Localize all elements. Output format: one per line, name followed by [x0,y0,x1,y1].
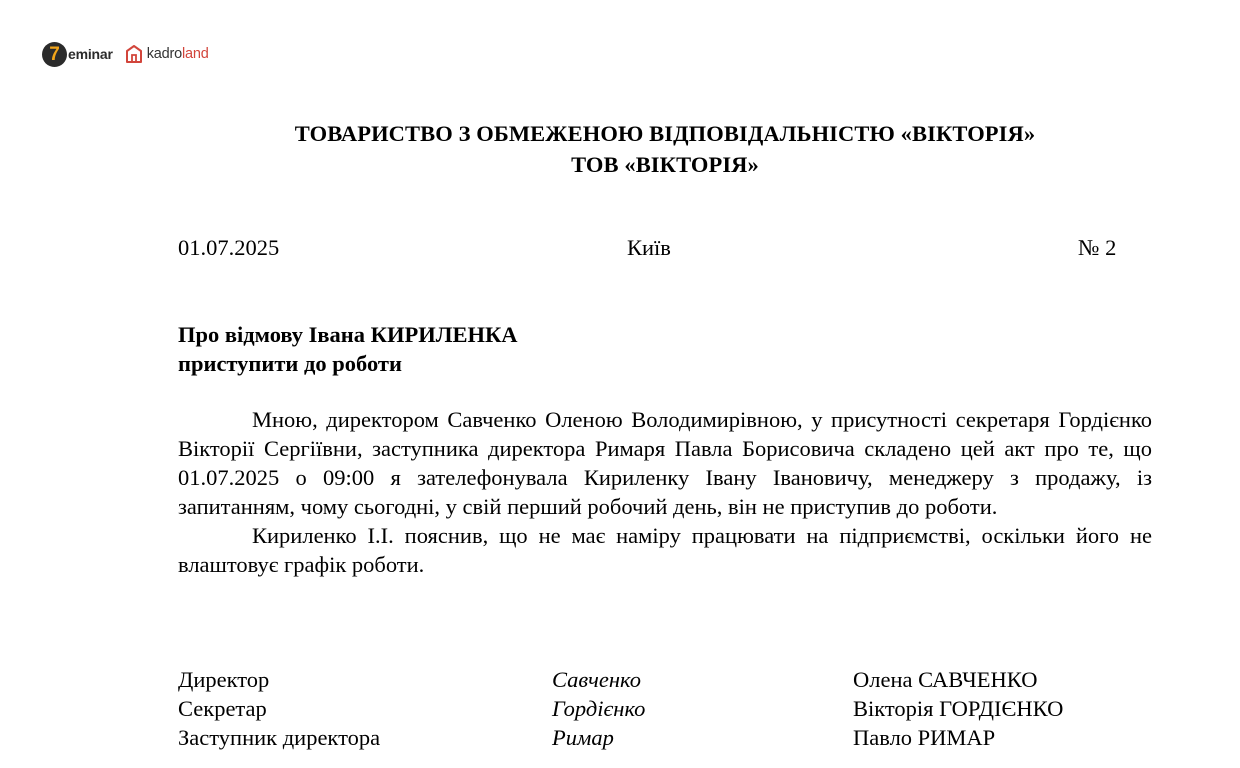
signer-name: Олена САВЧЕНКО [853,667,1038,692]
kadroland-logo-text-land: land [182,46,209,62]
kadroland-logo-text [147,46,209,62]
organization-short-name: ТОВ «ВІКТОРІЯ» [571,152,759,177]
subject-line-2: приступити до роботи [178,351,402,376]
signer-role: Секретар [178,696,267,721]
signer-role: Директор [178,667,270,692]
house-outline-icon [125,44,143,64]
signatures-block [178,665,1128,752]
signer-name: Павло РИМАР [853,725,996,750]
sevenminar-logo-mark [42,42,67,67]
signer-signature: Савченко [552,667,641,692]
signer-signature: Гордієнко [552,696,646,721]
kadroland-logo [125,44,209,64]
subject-line-1: Про відмову Івана КИРИЛЕНКА [178,322,518,347]
signer-name: Вікторія ГОРДІЄНКО [853,696,1064,721]
sevenminar-logo-text: eminar [68,46,113,62]
document-number: № 2 [1078,235,1117,260]
signature-row [178,694,1128,723]
organization-header [0,118,1240,180]
document-city: Київ [627,235,671,260]
document-subject [178,320,518,378]
body-paragraph: Кириленко І.І. пояснив, що не має наміру працювати на підприємстві, оскільки його не влаштовує графік роботи. [178,523,1152,577]
signature-row [178,665,1128,694]
sevenminar-logo-glyph: 7 [49,44,60,65]
organization-full-name: ТОВАРИСТВО З ОБМЕЖЕНОЮ ВІДПОВІДАЛЬНІСТЮ «ВІКТОРІЯ» [294,121,1036,146]
signature-row [178,723,1128,752]
signer-signature: Римар [552,725,614,750]
document-body [178,405,1152,579]
kadroland-logo-text-kadro: kadro [146,46,182,62]
body-paragraph: Мною, директором Савченко Оленою Володимирівною, у присутності секретаря Гордієнко Вікторії Сергіївни, заступника директора Римаря Павла Борисовича складено цей акт про те, що 01.07.2025 о 09:00 я зателефонувала Кириленку Івану Івановичу, менеджеру з продажу, із запитанням, чому сьогодні, у свій перший робочий день, він не приступив до роботи. [178,407,1152,519]
logos-bar [42,40,209,68]
document-date: 01.07.2025 [178,235,280,260]
sevenminar-logo [42,42,113,67]
signer-role: Заступник директора [178,725,381,750]
